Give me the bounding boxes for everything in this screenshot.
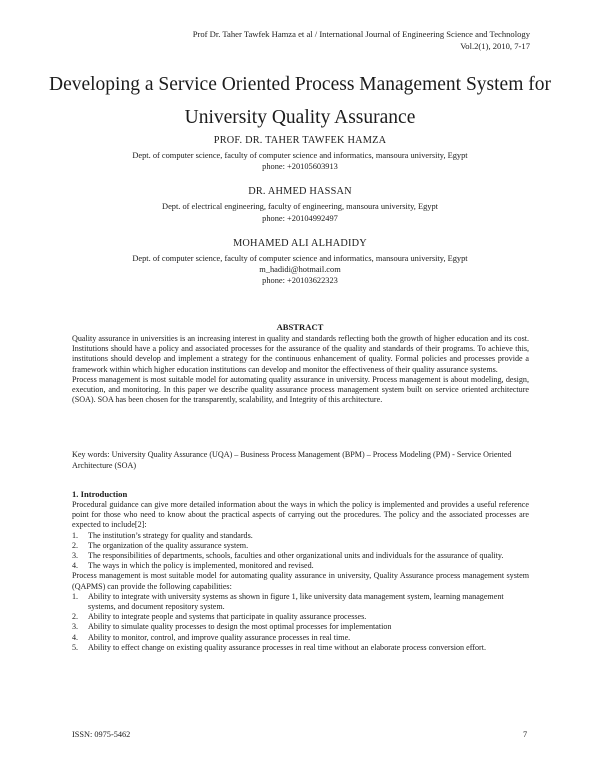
- abstract-paragraph: Quality assurance in universities is an increasing interest in quality and standards reflecting both the growth of higher education and its cost. Institutions should have a policy and associated processes for the assurance of the quality and standards of their programs. To achieve this, institutions should develop and implement a strategy for the continuous enhancement of quality. Formal policies and processes provide a framework within which higher education institutions can develop and monitor the effectiveness of their quality assurance systems.: [72, 334, 529, 374]
- running-header-volume: Vol.2(1), 2010, 7-17: [460, 40, 530, 51]
- author-affiliation: Dept. of electrical engineering, faculty of engineering, mansoura university, Egypt: [162, 202, 438, 212]
- author-phone: phone: +20103622323: [262, 276, 338, 286]
- list-item: [72, 592, 529, 612]
- list-number: 2.: [72, 612, 79, 622]
- author-email: m_hadidi@hotmail.com: [259, 265, 341, 275]
- section-heading: 1. Introduction: [72, 489, 128, 499]
- author-affiliation: Dept. of computer science, faculty of computer science and informatics, mansoura university, Egypt: [132, 253, 468, 263]
- author-block: [60, 237, 540, 287]
- list-text: Ability to effect change on existing quality assurance processes in real time without an elaborate process conversion effort.: [88, 642, 486, 652]
- section-paragraph: Process management is most suitable model for automating quality assurance in university, Quality Assurance process management system (QAPMS) can provide the following capabilities:: [72, 571, 529, 591]
- list-number: 1.: [72, 530, 79, 540]
- footer-page-number: 7: [523, 730, 528, 739]
- section-body: [72, 500, 529, 653]
- list-number: 1.: [72, 591, 79, 601]
- list-number: 3.: [72, 551, 79, 561]
- policy-list: [72, 531, 529, 572]
- list-number: 4.: [72, 561, 79, 571]
- capabilities-list: [72, 592, 529, 653]
- paper-title: [40, 68, 560, 134]
- list-text: The institution’s strategy for quality and standards.: [88, 530, 253, 540]
- author-name: PROF. DR. TAHER TAWFEK HAMZA: [213, 135, 387, 146]
- list-text: The ways in which the policy is implemented, monitored and revised.: [88, 561, 314, 571]
- list-number: 3.: [72, 622, 79, 632]
- list-text: The organization of the quality assurance system.: [88, 540, 249, 550]
- list-text: Ability to integrate people and systems that participate in quality assurance processes.: [88, 612, 367, 622]
- abstract-paragraph: Process management is most suitable model for automating quality assurance in university. Process management is about modeling, design, execution, and monitoring. In this paper we describe quality assurance process management system built on service oriented architecture (SOA). SOA has been chosen for the transparently, scalability, and Integrity of this architecture.: [72, 374, 529, 405]
- list-text: Ability to integrate with university systems as shown in figure 1, like university data management system, learning management systems, and document repository system.: [88, 591, 504, 612]
- paper-title-line-2: University Quality Assurance: [184, 107, 416, 128]
- keywords: Key words: University Quality Assurance (UQA) – Business Process Management (BPM) – Process Modeling (PM) - Service Oriented Architecture (SOA): [72, 450, 512, 470]
- list-number: 4.: [72, 632, 79, 642]
- list-item: [72, 612, 529, 622]
- list-text: Ability to simulate quality processes to design the most optimal processes for implementation: [88, 622, 392, 632]
- author-affiliation: Dept. of computer science, faculty of computer science and informatics, mansoura university, Egypt: [132, 151, 468, 160]
- abstract-body: [72, 334, 529, 405]
- list-text: The responsibilities of departments, schools, faculties and other organizational units and individuals for the assurance of quality.: [88, 551, 504, 561]
- abstract-heading: ABSTRACT: [276, 322, 324, 332]
- paper-title-line-1: Developing a Service Oriented Process Management System for: [49, 74, 551, 95]
- author-block: [60, 185, 540, 223]
- author-block: [60, 134, 540, 172]
- list-text: Ability to monitor, control, and improve quality assurance processes in real time.: [88, 632, 351, 642]
- author-phone: phone: +20104992497: [262, 213, 338, 223]
- footer-issn: ISSN: 0975-5462: [72, 730, 131, 739]
- list-number: 5.: [72, 642, 79, 652]
- author-name: MOHAMED ALI ALHADIDY: [233, 237, 367, 249]
- author-list: [60, 134, 540, 299]
- list-item: [72, 643, 529, 653]
- list-item: [72, 551, 529, 561]
- running-header-citation: Prof Dr. Taher Tawfek Hamza et al / International Journal of Engineering Science and Technology: [192, 29, 530, 39]
- running-header: [193, 29, 530, 52]
- list-item: [72, 561, 529, 571]
- list-item: [72, 633, 529, 643]
- list-item: [72, 622, 529, 632]
- list-item: [72, 541, 529, 551]
- list-number: 2.: [72, 540, 79, 550]
- list-item: [72, 531, 529, 541]
- section-paragraph: Procedural guidance can give more detailed information about the ways in which the policy is implemented and provides a useful reference point for those who need to know about the practical aspects of carrying out the procedures. The policy and the associated processes are expected to include[2]:: [72, 500, 529, 530]
- author-phone: phone: +20105603913: [262, 162, 338, 172]
- author-name: DR. AHMED HASSAN: [248, 186, 352, 198]
